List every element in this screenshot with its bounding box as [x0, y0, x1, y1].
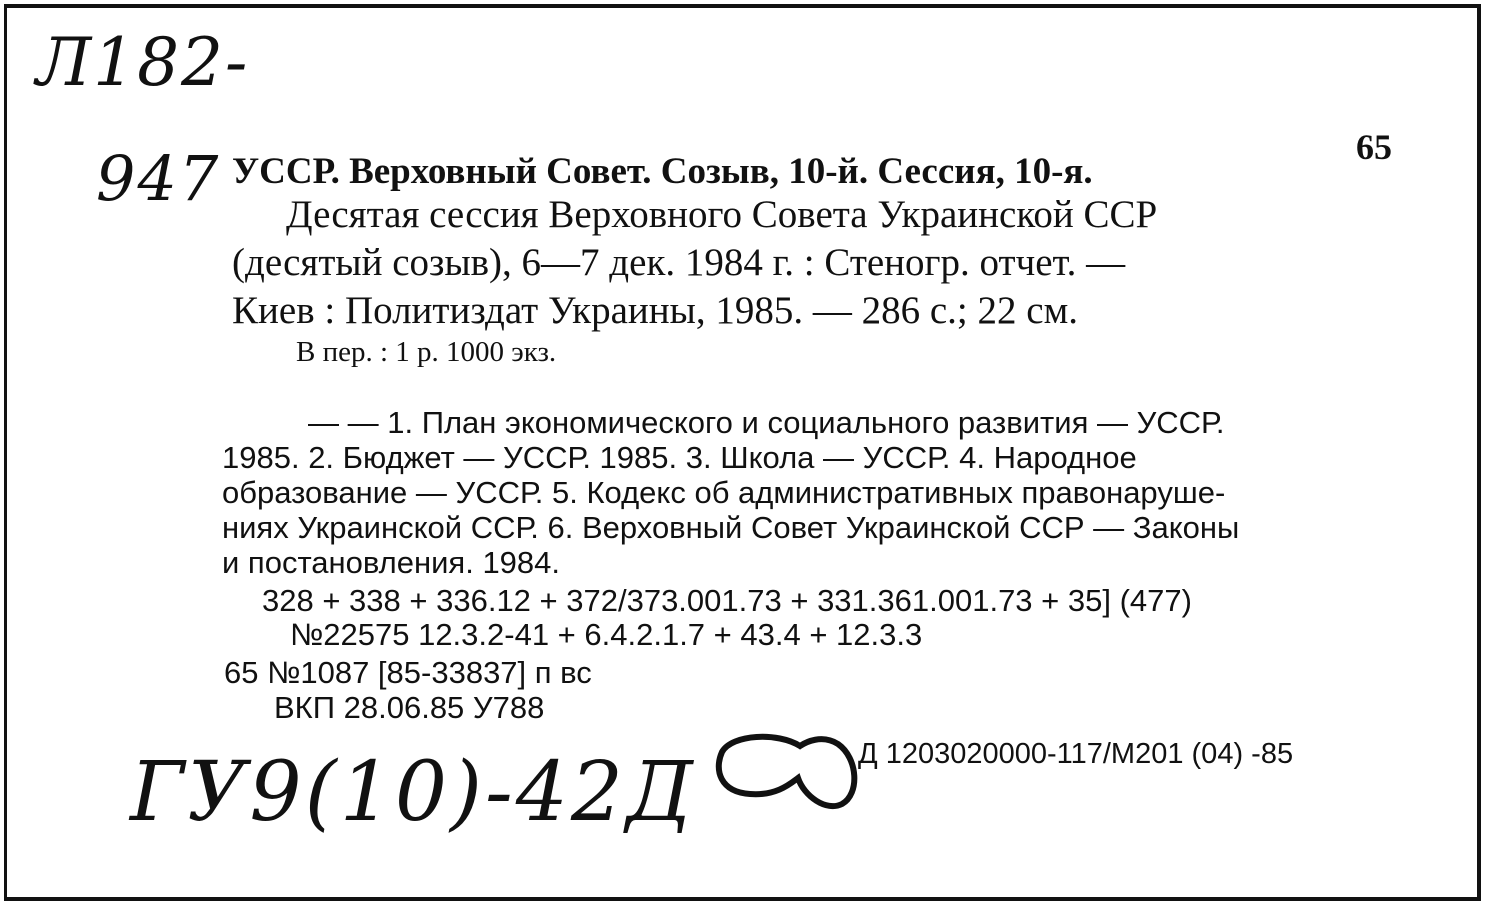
description-line-1: Десятая сессия Верховного Совета Украинской ССР	[286, 193, 1158, 236]
handwritten-shelf-mark: ГУ9(10)-42Д	[130, 745, 696, 840]
subjects-line-2: 1985. 2. Бюджет — УССР. 1985. 3. Школа — УССР. 4. Народное	[222, 440, 1137, 475]
catalog-code: Д 1203020000-117/М201 (04) -85	[858, 738, 1294, 770]
subjects-line-5: и постановления. 1984.	[222, 545, 561, 580]
subjects-line-4: ниях Украинской ССР. 6. Верховный Совет Украинской ССР — Законы	[222, 510, 1240, 545]
subjects-line-1: — — 1. План экономического и социального развития — УССР.	[308, 405, 1225, 440]
description-line-2: (десятый созыв), 6—7 дек. 1984 г. : Стеногр. отчет. —	[232, 241, 1126, 284]
card-heading: УССР. Верховный Совет. Созыв, 10-й. Сессия, 10-я.	[232, 151, 1093, 192]
registration-line: 65 №1087 [85-33837] п вс	[224, 655, 592, 690]
vkp-line: ВКП 28.06.85 У788	[274, 690, 545, 725]
class-number: 65	[1356, 127, 1392, 167]
description-line-3: Киев : Политиздат Украины, 1985. — 286 с.; 22 см.	[232, 289, 1079, 332]
udc-codes-line: 328 + 338 + 336.12 + 372/373.001.73 + 331.361.001.73 + 35] (477)	[262, 583, 1192, 618]
copyright-mark-icon	[714, 730, 860, 818]
subjects-line-3: образование — УССР. 5. Кодекс об административных правонаруше-	[222, 475, 1226, 510]
handwritten-call-number-top: Л182-	[36, 24, 250, 101]
price-line: В пер. : 1 р. 1000 экз.	[296, 336, 557, 368]
bbk-codes-line: №22575 12.3.2-41 + 6.4.2.1.7 + 43.4 + 12.3.3	[290, 617, 923, 652]
handwritten-call-number-num: 947	[96, 142, 221, 215]
